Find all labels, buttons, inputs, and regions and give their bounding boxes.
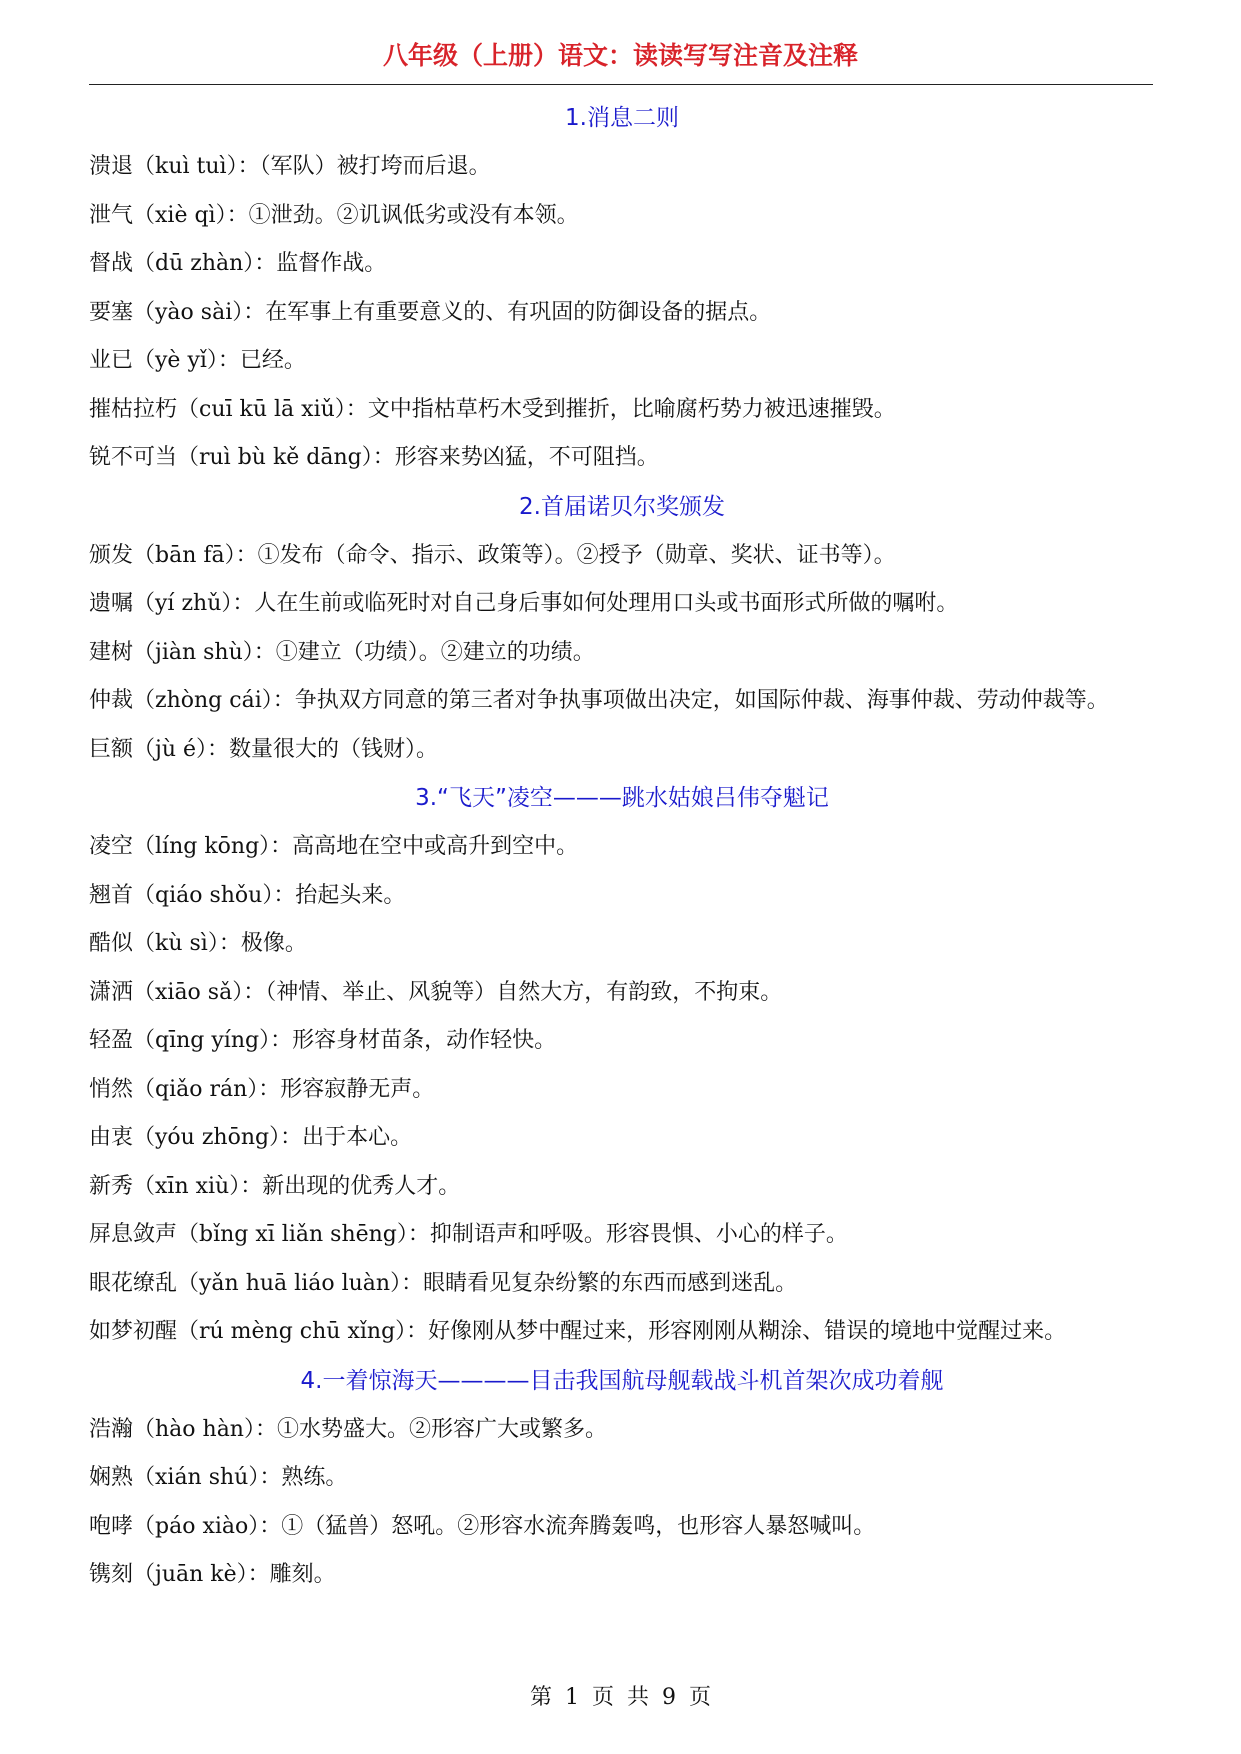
vocab-entry: 督战（dū zhàn）：监督作战。 bbox=[89, 251, 387, 276]
vocab-entry: 新秀（xīn xiù）：新出现的优秀人才。 bbox=[89, 1173, 461, 1199]
vocab-entry: 屏息敛声（bǐng xī liǎn shēng）：抑制语声和呼吸。形容畏惧、小心的样子。 bbox=[89, 1222, 848, 1247]
vocab-entry: 由衷（yóu zhōng）：出于本心。 bbox=[89, 1125, 413, 1150]
vocab-entry: 凌空（líng kōng）：高高地在空中或高升到空中。 bbox=[89, 834, 579, 859]
vocab-entry: 浩瀚（hào hàn）：①水势盛大。②形容广大或繁多。 bbox=[89, 1416, 607, 1442]
vocab-entry: 咆哮（páo xiào）：①（猛兽）怒吼。②形容水流奔腾轰鸣，也形容人暴怒喊叫。 bbox=[89, 1513, 876, 1539]
vocab-entry: 悄然（qiǎo rán）：形容寂静无声。 bbox=[89, 1076, 435, 1102]
section-title: 4.一着惊海天————目击我国航母舰载战斗机首架次成功着舰 bbox=[300, 1367, 944, 1394]
section-title: 3.“飞天”凌空———跳水姑娘吕伟夺魁记 bbox=[415, 785, 829, 811]
vocab-entry: 颁发（bān fā）：①发布（命令、指示、政策等）。②授予（勋章、奖状、证书等）。 bbox=[89, 542, 896, 568]
vocab-entry: 遗嘱（yí zhǔ）：人在生前或临死时对自己身后事如何处理用口头或书面形式所做的嘱咐。 bbox=[89, 591, 959, 616]
vocab-entry: 溃退（kuì tuì）：（军队）被打垮而后退。 bbox=[89, 154, 491, 179]
section-2 bbox=[89, 483, 1155, 775]
vocab-entry: 泄气（xiè qì）：①泄劲。②讥讽低劣或没有本领。 bbox=[89, 202, 579, 228]
header-divider bbox=[89, 84, 1153, 85]
section-1 bbox=[89, 94, 1155, 483]
vocab-entry: 潇洒（xiāo sǎ）：（神情、举止、风貌等）自然大方，有韵致，不拘束。 bbox=[89, 979, 783, 1005]
vocab-entry: 要塞（yào sài）：在军事上有重要意义的、有巩固的防御设备的据点。 bbox=[89, 299, 772, 325]
vocab-entry: 翘首（qiáo shǒu）：抬起头来。 bbox=[89, 882, 406, 908]
vocab-entry: 娴熟（xián shú）：熟练。 bbox=[89, 1465, 348, 1490]
vocab-entry: 眼花缭乱（yǎn huā liáo luàn）：眼睛看见复杂纷繁的东西而感到迷乱。 bbox=[89, 1270, 798, 1296]
page-number: 第 1 页 共 9 页 bbox=[530, 1685, 711, 1710]
section-4 bbox=[89, 1357, 1155, 1600]
section-title: 1.消息二则 bbox=[565, 105, 679, 131]
document-body bbox=[89, 94, 1155, 1600]
vocab-entry: 仲裁（zhòng cái）：争执双方同意的第三者对争执事项做出决定，如国际仲裁、海事仲裁、劳动仲裁等。 bbox=[89, 688, 1109, 713]
section-title: 2.首届诺贝尔奖颁发 bbox=[519, 493, 725, 520]
vocab-entry: 轻盈（qīng yíng）：形容身材苗条，动作轻快。 bbox=[89, 1028, 557, 1053]
vocab-entry: 业已（yè yǐ）：已经。 bbox=[89, 348, 306, 373]
section-3 bbox=[89, 774, 1155, 1357]
vocab-entry: 摧枯拉朽（cuī kū lā xiǔ）：文中指枯草朽木受到摧折，比喻腐朽势力被迅速摧毁。 bbox=[89, 396, 896, 422]
vocab-entry: 建树（jiàn shù）：①建立（功绩）。②建立的功绩。 bbox=[89, 639, 595, 665]
vocab-entry: 镌刻（juān kè）：雕刻。 bbox=[89, 1562, 336, 1587]
page-title: 八年级（上册）语文：读读写写注音及注释 bbox=[382, 41, 858, 70]
vocab-entry: 如梦初醒（rú mèng chū xǐng）：好像刚从梦中醒过来，形容刚刚从糊涂、错误的境地中觉醒过来。 bbox=[89, 1319, 1067, 1344]
vocab-entry: 锐不可当（ruì bù kě dāng）：形容来势凶猛，不可阻挡。 bbox=[89, 445, 659, 470]
vocab-entry: 巨额（jù é）：数量很大的（钱财）。 bbox=[89, 736, 439, 762]
vocab-entry: 酷似（kù sì）：极像。 bbox=[89, 931, 307, 956]
